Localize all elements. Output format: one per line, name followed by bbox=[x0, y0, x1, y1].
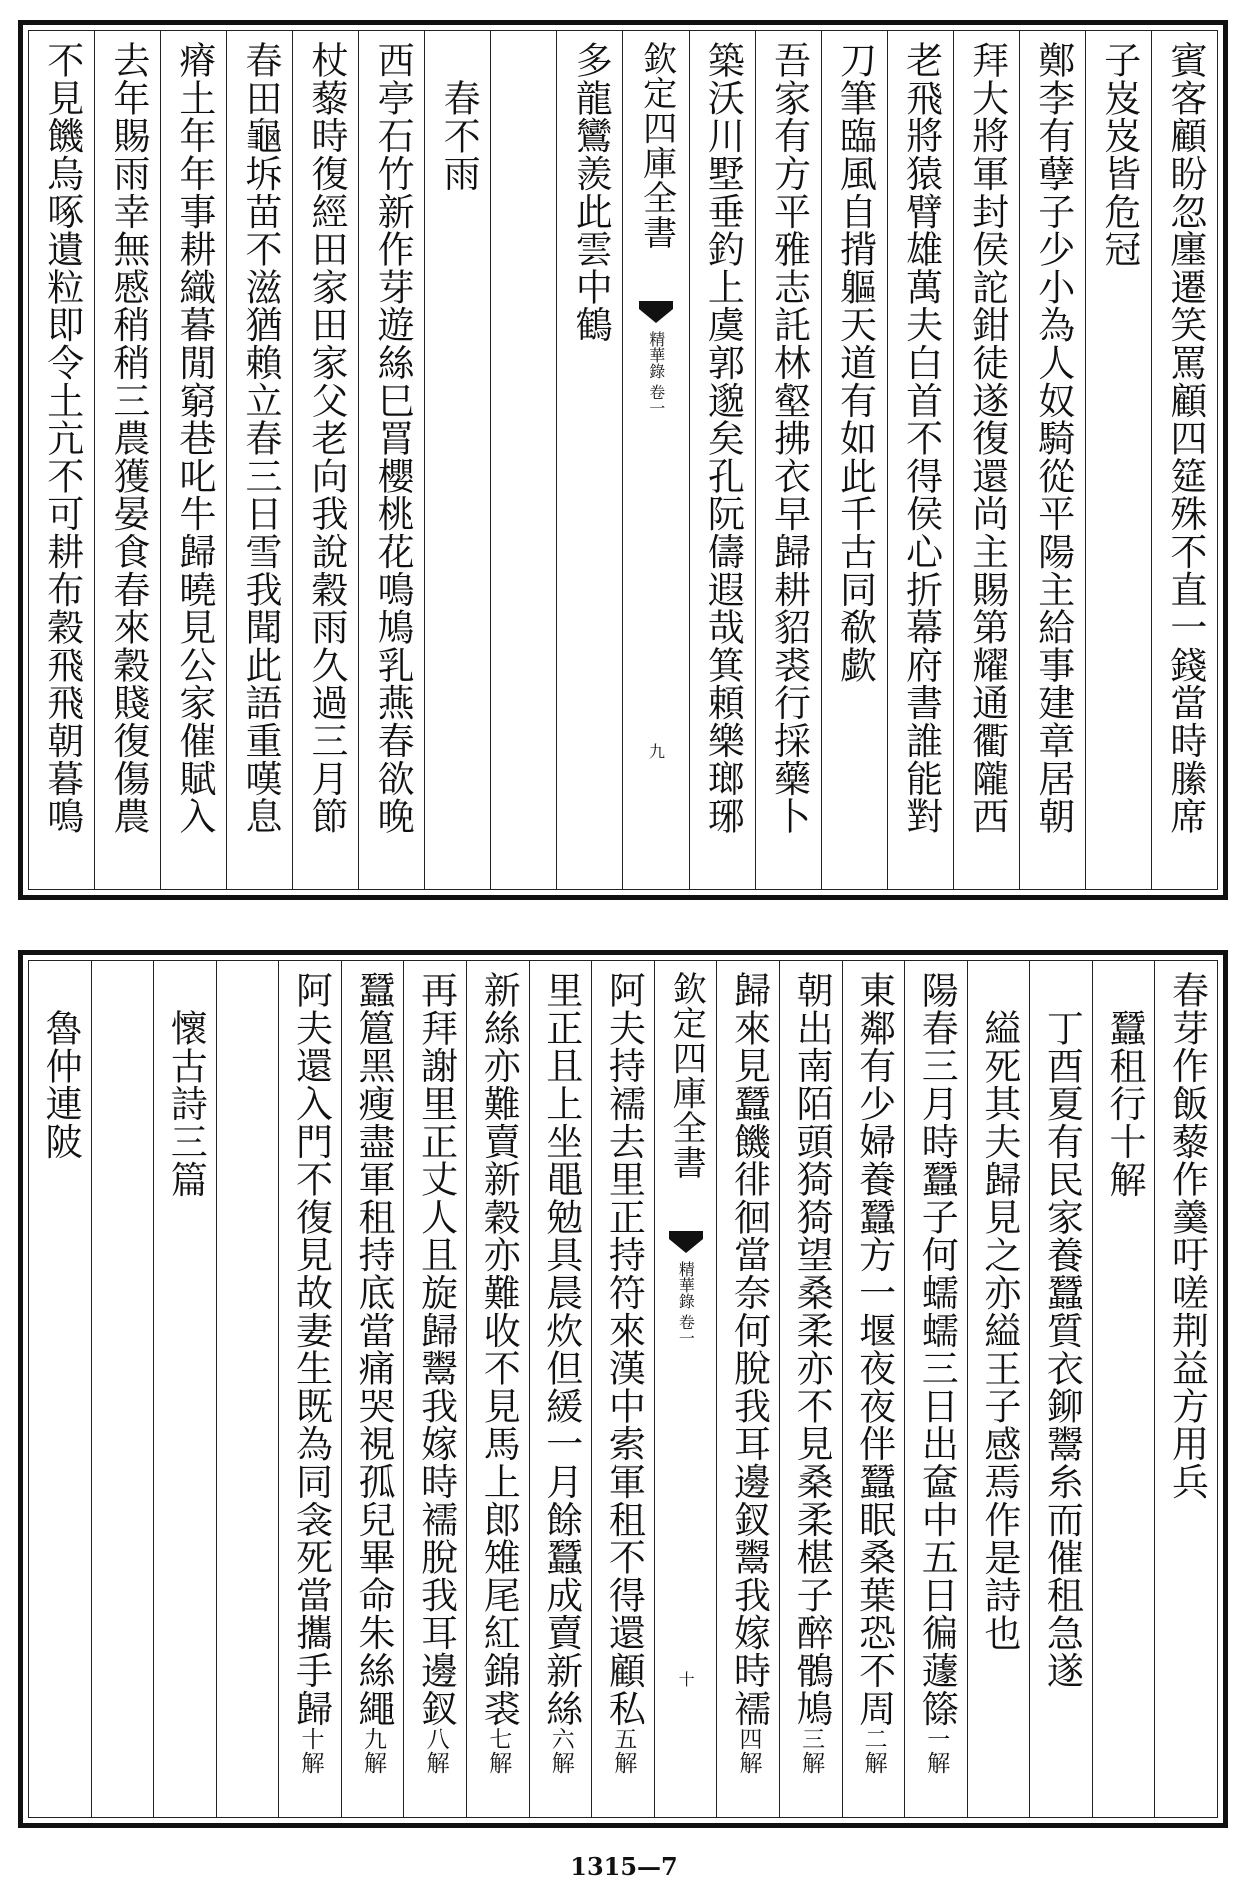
column-text: 瘠土年年事耕織暮閒窮巷叱牛歸曉見公家催賦入 bbox=[172, 41, 216, 835]
column-text: 再拜謝里正丈人且旋歸鬻我嫁時襦脫我耳邊釵八解 bbox=[414, 971, 458, 1775]
verse-number: 三解 bbox=[798, 1727, 825, 1775]
column-text: 魯仲連陂 bbox=[39, 1009, 83, 1161]
text-column bbox=[216, 961, 279, 1817]
column-text: 歸來見蠶饑徘徊當奈何脫我耳邊釵鬻我嫁時襦四解 bbox=[727, 971, 771, 1775]
gutter-marks: 精華錄 卷一 bbox=[676, 1261, 696, 1347]
text-column bbox=[779, 961, 842, 1817]
gutter-marks: 精華錄 卷一 bbox=[646, 331, 666, 417]
column-text: 朝出南陌頭猗猗望桑柔亦不見桑柔椹子醉鶻鳩三解 bbox=[790, 971, 834, 1775]
text-column bbox=[278, 961, 341, 1817]
text-column bbox=[153, 961, 216, 1817]
verse-number: 六解 bbox=[547, 1727, 574, 1775]
gutter-column bbox=[654, 961, 717, 1817]
text-column bbox=[529, 961, 592, 1817]
gutter-column bbox=[622, 31, 688, 889]
text-column bbox=[556, 31, 622, 889]
text-column bbox=[1029, 961, 1092, 1817]
text-column bbox=[967, 961, 1030, 1817]
column-text: 多龍鸞羨此雲中鶴 bbox=[569, 41, 613, 344]
text-column bbox=[29, 961, 91, 1817]
column-text: 刀筆臨風自揹軀天道有如此千古同欷歔 bbox=[833, 41, 877, 684]
text-column bbox=[94, 31, 160, 889]
text-column bbox=[358, 31, 424, 889]
column-text: 懷古詩三篇 bbox=[164, 1009, 208, 1198]
column-text: 子岌岌皆危冠 bbox=[1097, 41, 1141, 268]
text-column bbox=[466, 961, 529, 1817]
book-title: 欽定四庫全書 bbox=[636, 41, 677, 250]
text-column bbox=[1019, 31, 1085, 889]
verse-number: 十解 bbox=[297, 1727, 324, 1775]
text-column bbox=[424, 31, 490, 889]
verse-number: 二解 bbox=[860, 1727, 887, 1775]
text-column bbox=[1154, 961, 1217, 1817]
column-text: 蠶租行十解 bbox=[1102, 1009, 1146, 1198]
text-column bbox=[1085, 31, 1151, 889]
verse-number: 五解 bbox=[610, 1727, 637, 1775]
column-text: 蠶簄黑瘦盡軍租持底當痛哭視孤兒畢命朱絲繩九解 bbox=[352, 971, 396, 1775]
column-text: 老飛將猿臂雄萬夫白首不得侯心折幕府書誰能對 bbox=[899, 41, 943, 835]
fishtail-mark-icon bbox=[669, 1231, 703, 1257]
column-text: 東鄰有少婦養蠶方一堰夜夜伴蠶眠桑葉恐不周二解 bbox=[852, 971, 896, 1775]
column-text: 春田龜坼苗不滋猶賴立春三日雪我聞此語重嘆息 bbox=[238, 41, 282, 835]
column-text: 春不雨 bbox=[437, 79, 481, 193]
text-column bbox=[29, 31, 94, 889]
column-text: 吾家有方平雅志託林壑拂衣早歸耕貂裘行採藥卜 bbox=[767, 41, 811, 835]
column-text: 西亭石竹新作芽遊絲巳罥櫻桃花鳴鳩乳燕春欲晚 bbox=[371, 41, 415, 835]
verse-number: 七解 bbox=[485, 1727, 512, 1775]
leaf-number: 九 bbox=[646, 743, 666, 759]
leaf-number: 十 bbox=[676, 1671, 696, 1687]
column-text: 縊死其夫歸見之亦縊王子感焉作是詩也 bbox=[977, 1009, 1021, 1652]
column-text: 陽春三月時蠶子何蠕蠕三日出奩中五日徧蘧篨一解 bbox=[915, 971, 959, 1775]
column-text: 杖藜時復經田家田家父老向我說穀雨久過三月節 bbox=[305, 41, 348, 835]
text-column bbox=[755, 31, 821, 889]
column-text: 里正且上坐黽勉具晨炊但緩一月餘蠶成賣新絲六解 bbox=[539, 971, 583, 1775]
column-text: 築沃川墅垂釣上虞郭邈矣孔阮儔遐哉箕頼樂瑯琊 bbox=[701, 41, 745, 835]
column-text: 賓客顧盼忽廛遷笑罵顧四筵殊不直一錢當時縢席 bbox=[1163, 41, 1207, 835]
top-columns bbox=[29, 31, 1217, 889]
text-column bbox=[953, 31, 1019, 889]
column-text: 去年賜雨幸無慼稍稍三農獲晏食春來穀賤復傷農 bbox=[106, 41, 150, 835]
column-text: 不見饑烏啄遺粒即令土亢不可耕布穀飛飛朝暮鳴 bbox=[40, 41, 84, 835]
fishtail-mark-icon bbox=[639, 301, 673, 327]
text-column bbox=[160, 31, 226, 889]
text-column bbox=[842, 961, 905, 1817]
text-column bbox=[821, 31, 887, 889]
text-column bbox=[689, 31, 755, 889]
column-text: 春芽作飯藜作羹吁嗟荆益方用兵 bbox=[1165, 971, 1209, 1501]
column-text: 新絲亦難賣新穀亦難收不見馬上郎雉尾紅錦裘七解 bbox=[477, 971, 521, 1775]
text-column bbox=[716, 961, 779, 1817]
column-text: 丁酉夏有民家養蠶質衣鉚鬻糸而催租急遂 bbox=[1040, 1009, 1084, 1690]
verse-number: 一解 bbox=[923, 1727, 950, 1775]
text-column bbox=[403, 961, 466, 1817]
column-text: 鄭李有孽子少小為人奴騎從平陽主給事建章居朝 bbox=[1031, 41, 1075, 835]
text-column bbox=[1092, 961, 1155, 1817]
text-column bbox=[887, 31, 953, 889]
verse-number: 八解 bbox=[422, 1727, 449, 1775]
text-column bbox=[490, 31, 556, 889]
top-page-frame bbox=[18, 20, 1228, 900]
column-text: 阿夫還入門不復見故妻生既為同衾死當攜手歸十解 bbox=[289, 971, 333, 1775]
text-column bbox=[341, 961, 404, 1817]
book-title: 欽定四庫全書 bbox=[666, 971, 707, 1180]
text-column bbox=[91, 961, 154, 1817]
text-column bbox=[292, 31, 358, 889]
verse-number: 四解 bbox=[735, 1727, 762, 1775]
bottom-page-frame bbox=[18, 950, 1228, 1828]
bottom-columns bbox=[29, 961, 1217, 1817]
verse-number: 九解 bbox=[360, 1727, 387, 1775]
footer-page-number: 1315—7 bbox=[570, 1852, 678, 1881]
column-text: 拜大將軍封侯詑鉗徒遂復還尚主賜第耀通衢隴西 bbox=[965, 41, 1009, 835]
text-column bbox=[226, 31, 292, 889]
text-column bbox=[904, 961, 967, 1817]
text-column bbox=[1151, 31, 1217, 889]
column-text: 阿夫持襦去里正持符來漢中索軍租不得還顧私五解 bbox=[602, 971, 646, 1775]
text-column bbox=[591, 961, 654, 1817]
